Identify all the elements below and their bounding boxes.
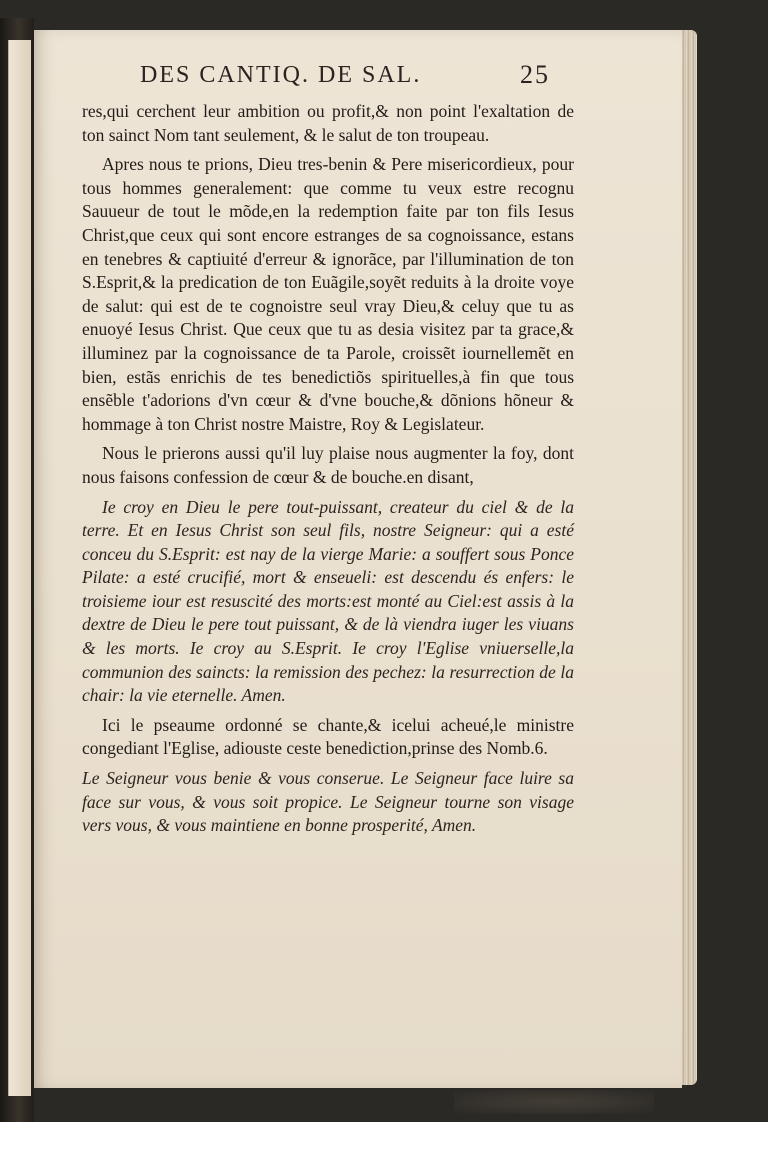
facing-page-edge (8, 40, 31, 1096)
paragraph-prayer-all-men: Apres nous te prions, Dieu tres-benin & Pere misericordieux, pour tous hommes generalement: que comme tu veux estre recognu Sauueur de tout le mõde,en la redemption faite par ton fils Iesus Christ,que ceux qui sont encore estranges de sa cognoissance, estans en tenebres & captiuité d'erreur & ignorãce, par l'illumination de ton S.Esprit,& la predication de ton Euãgile,soyẽt reduits à la droite voye de salut: qui est de te cognoistre seul vray Dieu,& celuy que tu as enuoyé Iesus Christ. Que ceux que tu as desia visitez par ta grace,& illuminez par la cognoissance de ta Parole, croissẽt iournellemẽt en bien, estãs enrichis de tes benedictiõs spirituelles,à fin que tous ensẽble t'adorions d'vn cœur & d'vne bouche,& dõnions hõneur & hommage à ton Christ nostre Maistre, Roy & Legislateur. (82, 154, 574, 434)
page-number: 25 (520, 60, 550, 89)
paragraph-prayer-end: res,qui cerchent leur ambition ou profit,& non point l'exaltation de ton sainct Nom tant seulement, & le salut de ton troupeau. (82, 101, 574, 145)
paragraph-faith-request: Nous le prierons aussi qu'il luy plaise nous augmenter la foy, dont nous faisons confession de cœur & de bouche.en disant, (82, 443, 574, 487)
paragraph-creed: Ie croy en Dieu le pere tout-puissant, createur du ciel & de la terre. Et en Iesus Christ son seul fils, nostre Seigneur: qui a esté conceu du S.Esprit: est nay de la vierge Marie: a souffert sous Ponce Pilate: a esté crucifié, mort & enseueli: est descendu és enfers: le troisieme iour est resuscité des morts:est monté au Ciel:est assis à la dextre de Dieu le pere tout puissant, & de là viendra iuger les viuans & les morts. Ie croy au S.Esprit. Ie croy l'Eglise vniuerselle,la communion des saincts: la remission des pechez: la resurrection de la chair: la vie eternelle. Amen. (82, 496, 574, 706)
page-text-block (82, 100, 574, 838)
page-stain (454, 1090, 654, 1114)
running-head (110, 58, 570, 98)
running-head-title: DES CANTIQ. DE SAL. (140, 62, 422, 88)
paragraph-psalm-instruction: Ici le pseaume ordonné se chante,& icelui acheué,le ministre congediant l'Eglise, adiouste ceste benediction,prinse des Nomb.6. (82, 714, 574, 759)
paragraph-benediction: Le Seigneur vous benie & vous conserue. Le Seigneur face luire sa face sur vous, & vous soit propice. Le Seigneur tourne son visage vers vous, & vous maintiene en bonne prosperité, Amen. (82, 768, 574, 836)
